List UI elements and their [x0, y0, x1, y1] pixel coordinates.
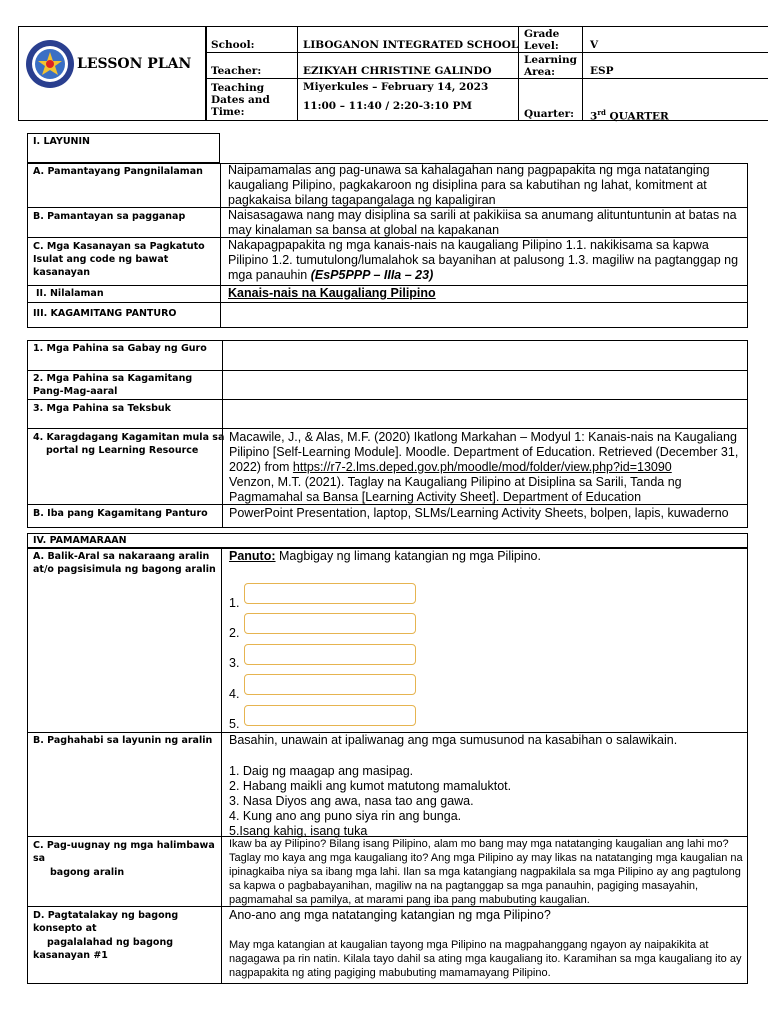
learning-resource-text [229, 430, 744, 505]
grade-label: Grade Level: [524, 28, 560, 52]
pamantayan-pagganap-label: B. Pamantayan sa pagganap [33, 211, 186, 222]
answer-box-1[interactable] [244, 583, 416, 604]
salawikain-1: 1. Daig ng maagap ang masipag. [229, 764, 414, 778]
answer-number-4: 4. [229, 687, 240, 701]
salawikain-5: 5.Isang kahig, isang tuka [229, 824, 368, 838]
pag-uugnay-text: Ikaw ba ay Pilipino? Bilang isang Pilipino, alam mo bang may mga natatanging kaugalian ang lahi mo? Taglay mo kaya ang mga kaugaliang ito? Ang mga Pilipino ay may likas na natatanging mga kaugalian na ipinagkaiba niya sa ibang mga lahi. Ilan sa mga katangiang nagpakilala sa mga Pilipino ay ang pagtulong sa kapwa o pagbabayanihan, magiliw na na pagtanggap sa mga panauhin, pagiging masayahin, pagmamahal sa pamilya, at marami pang iba pang mabubuting kaugalian. [229, 838, 743, 906]
area-value: ESP [590, 65, 614, 77]
kagamitan-label: III. KAGAMITANG PANTURO [33, 308, 177, 319]
answer-box-4[interactable] [244, 674, 416, 695]
school-value: LIBOGANON INTEGRATED SCHOOL [303, 39, 519, 51]
pamantayang-pangnilalaman-label: A. Pamantayang Pangnilalaman [33, 166, 203, 177]
lesson-plan-title: LESSON PLAN [77, 56, 192, 72]
teksbuk-label: 3. Mga Pahina sa Teksbuk [33, 403, 172, 414]
pagtatalakay-text: May mga katangian at kaugalian tayong mga Pilipino na magpahanggang ngayon ay naipakikita at nagagawa pa rin natin. Kilala tayo dahil sa ating mga kaugaliang ito. Karamihan sa mga kaugaliang ito ay nagpapakita ng ating pagiging mabubuting mamamayang Pilipino. [229, 939, 742, 979]
panuto-line [229, 549, 744, 564]
date-value: Miyerkules – February 14, 2023 [303, 81, 489, 93]
reference-2: Venzon, M.T. (2021). Taglay na Kaugaliang Pilipino at Disiplina sa Sarili, Tanda ng Pagmamahal sa Bansa [Learning Activity Sheet]. Department of Education [229, 475, 682, 504]
answer-number-1: 1. [229, 596, 240, 610]
paghahabi-label: B. Paghahabi sa layunin ng aralin [33, 735, 213, 746]
teacher-label: Teacher: [211, 65, 262, 77]
pagtatalakay-label-2: pagalalahad ng bagong kasanayan #1 [33, 937, 174, 961]
grade-value: V [590, 39, 599, 51]
reference-1: Macawile, J., & Alas, M.F. (2020) Ikatlong Markahan – Modyul 1: Kanais-nais na Kaugaliang Pilipino [Self-Learning Module]. Moodle. Department of Education. Retrieved (December 31, 2022) from [229, 430, 739, 474]
time-value: 11:00 – 11:40 / 2:20-3:10 PM [303, 100, 473, 112]
salawikain-list [229, 764, 744, 839]
pamamaraan-header-cell [27, 533, 748, 548]
pag-uugnay-label-2: bagong aralin [50, 867, 125, 878]
kagamitang-mag-aaral-label: 2. Mga Pahina sa Kagamitang Pang-Mag-aaral [33, 373, 193, 397]
kasanayan-text [228, 238, 743, 283]
answer-number-2: 2. [229, 626, 240, 640]
panuto-text: Magbigay ng limang katangian ng mga Pilipino. [275, 549, 541, 563]
answer-number-3: 3. [229, 656, 240, 670]
pamantayang-pangnilalaman-text: Naipamamalas ang pag-unawa sa kahalagahan nang pagpapakita ng mga natatanging kaugaliang Pilipino, pagkakaroon ng disiplina para sa kabutihan ng lahat, komitment at pagkakaisa bilang tagapangalaga ng kapaligiran [228, 163, 710, 207]
answer-box-2[interactable] [244, 613, 416, 634]
pagtatalakay-label-1: D. Pagtatalakay ng bagong konsepto at [33, 910, 179, 934]
quarter-suffix: rd [597, 108, 606, 117]
area-label: Learning Area: [524, 54, 577, 78]
salawikain-2: 2. Habang maikli ang kumot matutong mamaluktot. [229, 779, 512, 793]
iba-pang-kagamitan-label: B. Iba pang Kagamitang Panturo [33, 508, 208, 519]
salawikain-4: 4. Kung ano ang puno siya rin ang bunga. [229, 809, 462, 823]
panuto-label: Panuto: [229, 549, 276, 563]
pagtatalakay-question: Ano-ano ang mga natatanging katangian ng mga Pilipino? [229, 908, 551, 922]
learning-resource-label-2: portal ng Learning Resource [46, 445, 199, 456]
layunin-label: I. LAYUNIN [33, 136, 90, 147]
school-label: School: [211, 39, 255, 51]
iba-pang-kagamitan-text: PowerPoint Presentation, laptop, SLMs/Learning Activity Sheets, bolpen, lapis, kuwaderno [229, 506, 729, 520]
answer-box-3[interactable] [244, 644, 416, 665]
moodle-link[interactable]: https://r7-2.lms.deped.gov.ph/moodle/mod/folder/view.php?id=13090 [292, 460, 672, 474]
salawikain-3: 3. Nasa Diyos ang awa, nasa tao ang gawa. [229, 794, 474, 808]
learning-resource-label-1: 4. Karagdagang Kagamitan mula sa [33, 432, 225, 443]
pag-uugnay-label-1: C. Pag-uugnay ng mga halimbawa sa [33, 840, 215, 864]
deped-seal-logo [25, 39, 75, 89]
kasanayan-body: Nakapagpapakita ng mga kanais-nais na kaugaliang Pilipino 1.1. nakikisama sa kapwa Pilipino 1.2. tumutulong/lumalahok sa bayanihan at palusong 1.3. magiliw na pagtanggap ng mga panauhin [228, 238, 739, 282]
quarter-label: Quarter: [524, 108, 575, 120]
teacher-value: EZIKYAH CHRISTINE GALINDO [303, 65, 492, 77]
answer-number-5: 5. [229, 717, 240, 731]
gabay-guro-label: 1. Mga Pahina sa Gabay ng Guro [33, 343, 207, 354]
balik-aral-label: A. Balik-Aral sa nakaraang aralin at/o pagsisimula ng bagong aralin [33, 551, 216, 575]
paghahabi-intro: Basahin, unawain at ipaliwanag ang mga sumusunod na kasabihan o salawikain. [229, 733, 678, 747]
pamantayan-pagganap-text: Naisasagawa nang may disiplina sa sarili at pakikiisa sa anumang alituntuntunin at batas na may kinalaman sa bansa at global na kapakanan [228, 208, 737, 237]
kasanayan-code: (EsP5PPP – IIIa – 23) [310, 268, 434, 282]
quarter-word: QUARTER [605, 110, 669, 123]
nilalaman-text: Kanais-nais na Kaugaliang Pilipino [228, 286, 436, 300]
nilalaman-label: II. Nilalaman [36, 288, 104, 299]
quarter-number: 3 [590, 110, 598, 123]
dates-label: Teaching Dates and Time: [211, 82, 270, 118]
quarter-value [590, 107, 669, 123]
kasanayan-label: C. Mga Kasanayan sa Pagkatuto Isulat ang code ng bawat kasanayan [33, 241, 205, 278]
pamamaraan-label: IV. PAMAMARAAN [33, 535, 127, 546]
answer-box-5[interactable] [244, 705, 416, 726]
